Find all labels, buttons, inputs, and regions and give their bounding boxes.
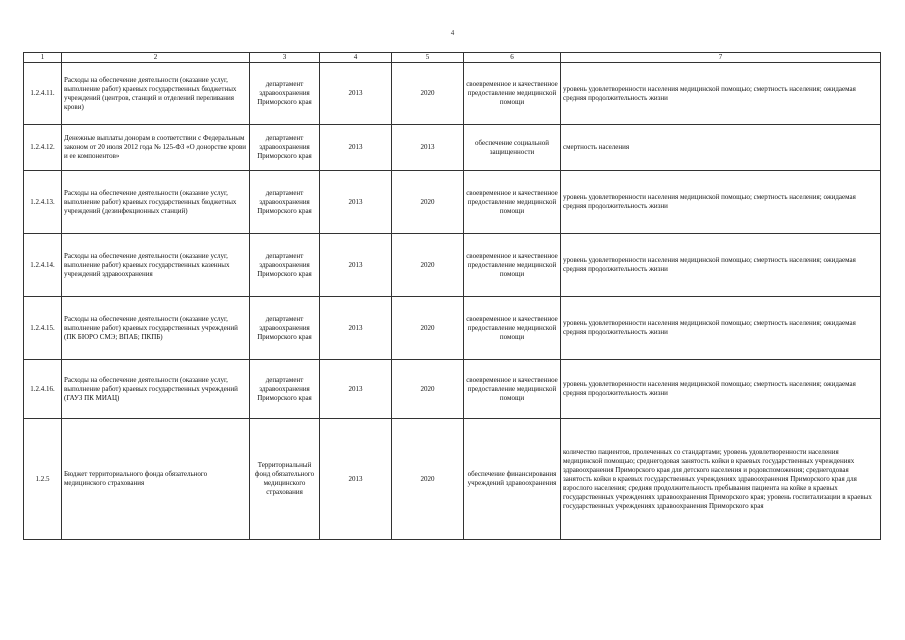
row-indicators: уровень удовлетворенности населения медицинской помощью; смертность населения; ожидаемая средняя продолжительность жизни bbox=[561, 234, 881, 297]
row-executor: департамент здравоохранения Приморского края bbox=[250, 171, 320, 234]
row-name: Расходы на обеспечение деятельности (оказание услуг, выполнение работ) краевых государственных бюджетных учреждений (дезинфекционных станций) bbox=[62, 171, 250, 234]
table-row bbox=[24, 234, 881, 297]
row-start-year: 2013 bbox=[320, 297, 392, 360]
header-col-6: 6 bbox=[464, 53, 561, 63]
row-name: Расходы на обеспечение деятельности (оказание услуг, выполнение работ) краевых государственных казенных учреждений здравоохранения bbox=[62, 234, 250, 297]
row-result: обеспечение социальной защищенности bbox=[464, 125, 561, 171]
row-start-year: 2013 bbox=[320, 171, 392, 234]
row-end-year: 2020 bbox=[392, 234, 464, 297]
page-number: 4 bbox=[450, 29, 455, 37]
row-indicators: уровень удовлетворенности населения медицинской помощью; смертность населения; ожидаемая средняя продолжительность жизни bbox=[561, 360, 881, 419]
row-code: 1.2.4.14. bbox=[24, 234, 62, 297]
table-row bbox=[24, 125, 881, 171]
row-code: 1.2.4.16. bbox=[24, 360, 62, 419]
row-result: своевременное и качественное предоставление медицинской помощи bbox=[464, 63, 561, 125]
header-col-1: 1 bbox=[24, 53, 62, 63]
row-name: Денежные выплаты донорам в соответствии с Федеральным законом от 20 июля 2012 года № 125-ФЗ «О донорстве крови и ее компонентов» bbox=[62, 125, 250, 171]
row-start-year: 2013 bbox=[320, 125, 392, 171]
row-indicators: смертность населения bbox=[561, 125, 881, 171]
header-col-3: 3 bbox=[250, 53, 320, 63]
row-end-year: 2020 bbox=[392, 360, 464, 419]
row-result: своевременное и качественное предоставление медицинской помощи bbox=[464, 171, 561, 234]
row-executor: Территориальный фонд обязательного медицинского страхования bbox=[250, 419, 320, 540]
row-code: 1.2.5 bbox=[24, 419, 62, 540]
row-executor: департамент здравоохранения Приморского края bbox=[250, 360, 320, 419]
row-executor: департамент здравоохранения Приморского края bbox=[250, 297, 320, 360]
header-col-5: 5 bbox=[392, 53, 464, 63]
row-name: Бюджет территориального фонда обязательного медицинского страхования bbox=[62, 419, 250, 540]
header-row bbox=[24, 53, 881, 63]
row-name: Расходы на обеспечение деятельности (оказание услуг, выполнение работ) краевых государственных бюджетных учреждений (центров, станций и отделений переливания крови) bbox=[62, 63, 250, 125]
row-result: своевременное и качественное предоставление медицинской помощи bbox=[464, 360, 561, 419]
table-row bbox=[24, 63, 881, 125]
row-executor: департамент здравоохранения Приморского края bbox=[250, 125, 320, 171]
table-row bbox=[24, 171, 881, 234]
row-indicators: количество пациентов, пролеченных со стандартами; уровень удовлетворенности населения медицинской помощью; среднегодовая занятость койки в краевых государственных учреждениях здравоохранения Приморского края для детского населения и родовспоможения; среднегодовая занятость койки в краевых государственных учреждениях здравоохранения Приморского края для взрослого населения; средняя продолжительность пребывания пациента на койке в краевых государственных учреждениях здравоохранения Приморского края; уровень госпитализации в краевых государственных учреждениях здравоохранения Приморского края bbox=[561, 419, 881, 540]
row-end-year: 2020 bbox=[392, 297, 464, 360]
row-code: 1.2.4.15. bbox=[24, 297, 62, 360]
row-indicators: уровень удовлетворенности населения медицинской помощью; смертность населения; ожидаемая средняя продолжительность жизни bbox=[561, 63, 881, 125]
header-col-7: 7 bbox=[561, 53, 881, 63]
table-row bbox=[24, 297, 881, 360]
header-col-2: 2 bbox=[62, 53, 250, 63]
header-col-4: 4 bbox=[320, 53, 392, 63]
row-result: обеспечение финансирования учреждений здравоохранения bbox=[464, 419, 561, 540]
table-row bbox=[24, 419, 881, 540]
row-indicators: уровень удовлетворенности населения медицинской помощью; смертность населения; ожидаемая средняя продолжительность жизни bbox=[561, 171, 881, 234]
row-result: своевременное и качественное предоставление медицинской помощи bbox=[464, 297, 561, 360]
row-end-year: 2020 bbox=[392, 419, 464, 540]
row-start-year: 2013 bbox=[320, 360, 392, 419]
row-end-year: 2020 bbox=[392, 63, 464, 125]
row-indicators: уровень удовлетворенности населения медицинской помощью; смертность населения; ожидаемая средняя продолжительность жизни bbox=[561, 297, 881, 360]
row-code: 1.2.4.12. bbox=[24, 125, 62, 171]
row-end-year: 2013 bbox=[392, 125, 464, 171]
table-row bbox=[24, 360, 881, 419]
row-name: Расходы на обеспечение деятельности (оказание услуг, выполнение работ) краевых государственных учреждений (ПК БЮРО СМЭ; ВПАБ; ПКПБ) bbox=[62, 297, 250, 360]
row-code: 1.2.4.13. bbox=[24, 171, 62, 234]
row-end-year: 2020 bbox=[392, 171, 464, 234]
row-executor: департамент здравоохранения Приморского края bbox=[250, 63, 320, 125]
row-code: 1.2.4.11. bbox=[24, 63, 62, 125]
row-start-year: 2013 bbox=[320, 63, 392, 125]
row-result: своевременное и качественное предоставление медицинской помощи bbox=[464, 234, 561, 297]
row-start-year: 2013 bbox=[320, 234, 392, 297]
program-activities-table bbox=[23, 52, 881, 540]
row-start-year: 2013 bbox=[320, 419, 392, 540]
row-executor: департамент здравоохранения Приморского края bbox=[250, 234, 320, 297]
row-name: Расходы на обеспечение деятельности (оказание услуг, выполнение работ) краевых государственных учреждений (ГАУЗ ПК МИАЦ) bbox=[62, 360, 250, 419]
